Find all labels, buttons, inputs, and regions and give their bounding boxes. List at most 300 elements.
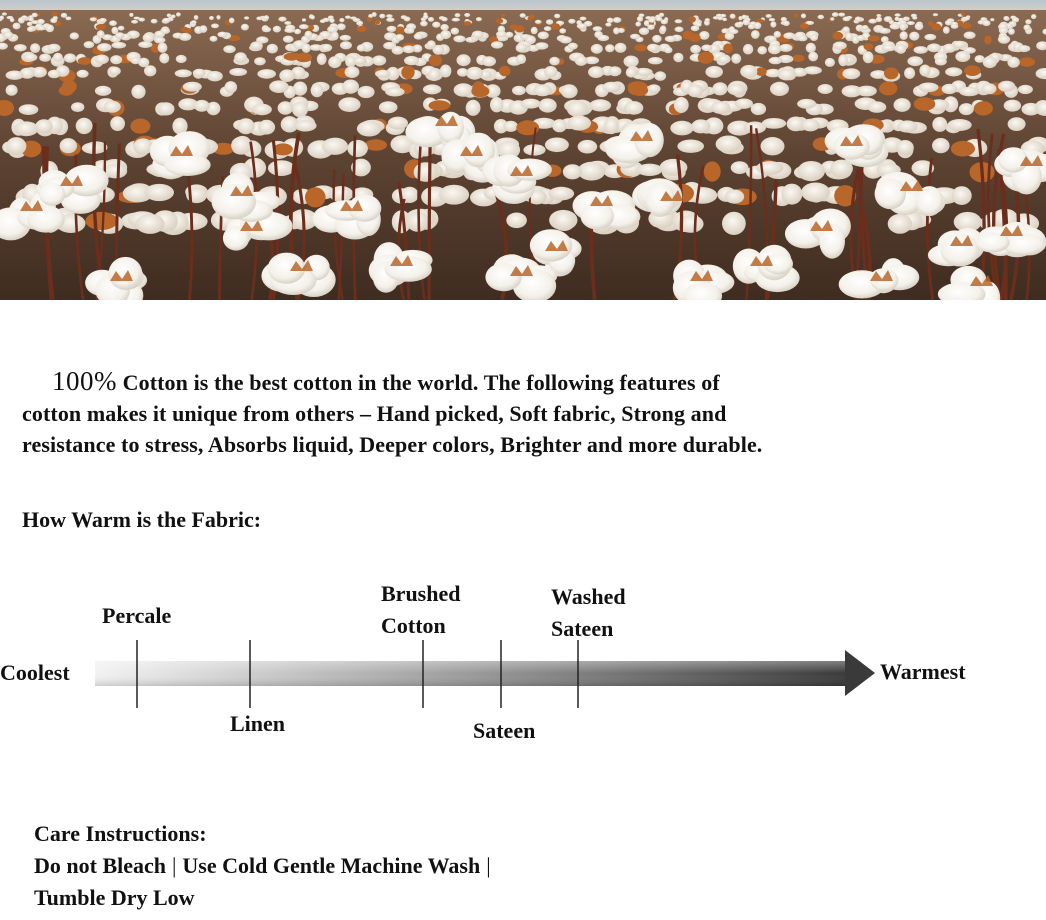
cotton-boll bbox=[751, 103, 766, 115]
cotton-boll bbox=[660, 159, 688, 176]
cotton-boll bbox=[237, 118, 254, 134]
fabric-name-line1: Sateen bbox=[473, 718, 536, 743]
cotton-boll bbox=[440, 30, 451, 39]
cotton-boll bbox=[154, 37, 165, 43]
cotton-boll bbox=[267, 44, 278, 54]
cotton-boll bbox=[868, 101, 887, 112]
cotton-boll bbox=[756, 67, 767, 76]
cotton-boll bbox=[806, 43, 816, 53]
cotton-boll bbox=[27, 27, 34, 32]
cotton-boll bbox=[96, 24, 107, 30]
care-instructions bbox=[34, 818, 497, 914]
cotton-boll bbox=[568, 19, 575, 24]
cotton-boll bbox=[338, 97, 360, 112]
cotton-boll bbox=[18, 17, 25, 23]
cotton-boll bbox=[909, 32, 919, 41]
cotton-boll bbox=[158, 102, 175, 115]
cotton-boll bbox=[99, 18, 107, 23]
cotton-boll bbox=[225, 81, 238, 93]
cotton-boll bbox=[404, 56, 419, 65]
cotton-boll bbox=[299, 24, 309, 29]
cotton-boll bbox=[138, 41, 152, 48]
cotton-boll bbox=[731, 161, 749, 174]
cotton-boll bbox=[648, 57, 663, 64]
cotton-boll bbox=[722, 212, 746, 235]
cotton-boll bbox=[97, 43, 111, 51]
cotton-boll bbox=[39, 54, 51, 62]
cotton-boll bbox=[1007, 57, 1019, 68]
cotton-boll bbox=[375, 20, 380, 25]
cotton-boll bbox=[65, 17, 71, 21]
cotton-boll bbox=[528, 16, 533, 21]
cotton-boll bbox=[545, 138, 569, 153]
cotton-boll bbox=[798, 36, 808, 42]
cotton-boll bbox=[915, 23, 924, 30]
cotton-boll bbox=[428, 17, 434, 22]
cotton-boll bbox=[183, 82, 202, 92]
cotton-boll bbox=[907, 56, 923, 66]
cotton-boll bbox=[704, 161, 721, 181]
cotton-boll bbox=[263, 27, 272, 32]
cotton-boll bbox=[808, 52, 818, 62]
cotton-boll bbox=[687, 84, 703, 97]
cotton-boll bbox=[918, 83, 938, 93]
fabric-name-line1: Washed bbox=[551, 584, 626, 609]
cotton-boll bbox=[635, 22, 641, 27]
cotton-boll bbox=[78, 57, 92, 65]
cotton-boll bbox=[95, 86, 111, 96]
fabric-name-line2: Cotton bbox=[381, 613, 446, 638]
cotton-boll bbox=[387, 26, 397, 32]
cotton-boll bbox=[317, 53, 327, 65]
cotton-boll bbox=[578, 140, 598, 154]
cotton-boll bbox=[311, 84, 324, 98]
cotton-boll bbox=[6, 85, 18, 96]
cotton-boll bbox=[268, 160, 295, 176]
cotton-boll bbox=[48, 70, 61, 79]
cotton-boll bbox=[273, 26, 281, 33]
cotton-boll bbox=[136, 214, 165, 234]
cotton-boll bbox=[454, 83, 474, 97]
cotton-boll bbox=[284, 53, 300, 61]
cotton-boll bbox=[6, 137, 26, 155]
cotton-boll bbox=[561, 84, 578, 98]
cotton-boll bbox=[145, 184, 174, 201]
cotton-boll bbox=[1008, 117, 1026, 131]
cotton-boll bbox=[768, 44, 781, 54]
cotton-boll bbox=[1018, 85, 1033, 94]
cotton-boll bbox=[342, 80, 359, 94]
cotton-boll bbox=[211, 24, 219, 29]
cotton-boll bbox=[722, 18, 727, 21]
cotton-boll bbox=[943, 26, 950, 33]
cotton-boll bbox=[244, 16, 249, 19]
cotton-boll bbox=[770, 21, 776, 27]
cotton-boll bbox=[159, 53, 169, 64]
cotton-boll bbox=[533, 84, 552, 96]
cotton-boll bbox=[131, 20, 138, 24]
cotton-boll bbox=[77, 70, 89, 78]
cotton-boll bbox=[109, 257, 143, 290]
cotton-boll bbox=[845, 32, 853, 41]
cotton-boll bbox=[84, 41, 95, 48]
cotton-boll bbox=[95, 55, 109, 65]
cotton-boll bbox=[175, 69, 192, 77]
cotton-boll bbox=[589, 99, 611, 111]
cotton-boll bbox=[535, 42, 548, 49]
cotton-boll bbox=[109, 67, 121, 76]
cotton-boll bbox=[677, 140, 704, 153]
cotton-boll bbox=[983, 56, 997, 68]
cotton-boll bbox=[439, 185, 469, 205]
cotton-boll bbox=[457, 68, 468, 77]
cotton-boll bbox=[340, 35, 351, 41]
cotton-boll bbox=[890, 24, 901, 30]
cotton-boll bbox=[60, 138, 77, 153]
intro-line-1: 100% Cotton is the best cotton in the world. The following features of bbox=[52, 366, 720, 396]
cotton-boll bbox=[613, 17, 622, 23]
fabric-label bbox=[551, 581, 626, 645]
cotton-boll bbox=[730, 14, 736, 19]
cotton-boll bbox=[179, 33, 191, 41]
cotton-boll bbox=[423, 15, 428, 19]
cotton-boll bbox=[984, 36, 992, 45]
cotton-boll bbox=[85, 212, 117, 230]
care-separator: | bbox=[172, 853, 177, 878]
cotton-boll bbox=[648, 18, 655, 23]
cotton-boll bbox=[712, 82, 727, 95]
cotton-boll bbox=[998, 147, 1028, 172]
cotton-boll bbox=[656, 17, 663, 21]
cotton-boll bbox=[420, 21, 428, 27]
care-item-no-bleach: Do not Bleach bbox=[34, 853, 166, 878]
cotton-boll bbox=[90, 17, 97, 21]
cotton-boll bbox=[690, 45, 701, 54]
cotton-boll bbox=[818, 84, 833, 94]
cotton-boll bbox=[379, 101, 398, 113]
cotton-boll bbox=[794, 14, 798, 17]
cotton-boll bbox=[955, 51, 970, 62]
cotton-boll bbox=[884, 67, 898, 79]
cotton-boll bbox=[510, 24, 520, 30]
cotton-boll bbox=[199, 25, 207, 33]
cotton-boll bbox=[546, 19, 553, 24]
cotton-boll bbox=[983, 20, 991, 26]
fabric-name-line1: Percale bbox=[102, 603, 172, 628]
cotton-boll bbox=[1031, 14, 1036, 19]
cotton-boll bbox=[637, 16, 643, 22]
fabric-label bbox=[473, 715, 535, 747]
cotton-boll bbox=[964, 65, 981, 76]
cotton-boll bbox=[331, 32, 338, 41]
cotton-boll bbox=[516, 54, 526, 64]
cotton-boll bbox=[294, 120, 316, 131]
fabric-name-line2: Sateen bbox=[551, 616, 614, 641]
cotton-boll bbox=[665, 36, 677, 42]
cotton-boll bbox=[250, 41, 263, 50]
cotton-boll bbox=[838, 54, 848, 66]
cotton-boll bbox=[476, 17, 482, 21]
cotton-boll bbox=[717, 55, 731, 64]
cotton-boll bbox=[691, 119, 710, 133]
cotton-boll bbox=[833, 32, 844, 40]
cotton-boll bbox=[720, 14, 726, 18]
arrow-head bbox=[845, 650, 875, 696]
cotton-boll bbox=[28, 17, 34, 21]
cotton-boll bbox=[354, 57, 366, 64]
cotton-boll bbox=[97, 30, 105, 38]
cotton-boll bbox=[864, 43, 874, 50]
cotton-boll bbox=[833, 42, 847, 50]
cotton-boll bbox=[577, 23, 587, 29]
cotton-boll bbox=[797, 161, 825, 181]
cotton-boll bbox=[660, 25, 667, 33]
cotton-boll bbox=[143, 33, 155, 42]
cotton-boll bbox=[321, 44, 332, 52]
cotton-boll bbox=[216, 15, 220, 20]
cotton-boll bbox=[563, 164, 582, 179]
cotton-boll bbox=[181, 27, 189, 32]
cotton-boll bbox=[896, 140, 913, 155]
cotton-boll bbox=[207, 71, 223, 81]
cotton-boll bbox=[112, 42, 127, 49]
cotton-boll bbox=[636, 164, 662, 176]
cotton-boll bbox=[209, 16, 214, 20]
warmth-title: How Warm is the Fabric: bbox=[22, 507, 262, 532]
cotton-boll bbox=[176, 55, 187, 63]
cotton-field-image bbox=[0, 0, 1046, 300]
cotton-boll bbox=[654, 71, 666, 81]
cotton-boll bbox=[743, 44, 753, 55]
cotton-boll bbox=[47, 44, 60, 52]
cotton-boll bbox=[110, 116, 125, 131]
cotton-boll bbox=[151, 19, 158, 24]
cotton-boll bbox=[875, 178, 906, 209]
cotton-boll bbox=[998, 35, 1010, 44]
cotton-boll bbox=[723, 43, 733, 53]
cotton-boll bbox=[952, 186, 972, 205]
cotton-boll bbox=[531, 27, 538, 35]
cotton-boll bbox=[567, 101, 588, 117]
cotton-boll bbox=[689, 16, 696, 22]
cotton-boll bbox=[800, 23, 809, 29]
cotton-boll bbox=[37, 19, 45, 24]
fabric-name-line1: Linen bbox=[230, 711, 286, 736]
cotton-boll bbox=[472, 31, 484, 39]
cotton-boll bbox=[757, 46, 767, 54]
cotton-boll bbox=[580, 17, 587, 21]
cotton-boll bbox=[948, 119, 972, 131]
cotton-boll bbox=[357, 121, 381, 137]
cotton-boll bbox=[778, 69, 796, 81]
cotton-boll bbox=[13, 23, 21, 30]
cotton-boll bbox=[464, 21, 472, 26]
cotton-boll bbox=[881, 45, 896, 52]
cotton-boll bbox=[825, 58, 835, 67]
cotton-boll bbox=[30, 43, 40, 53]
cotton-boll bbox=[879, 81, 897, 95]
cotton-boll bbox=[933, 13, 938, 16]
cotton-boll bbox=[779, 44, 792, 52]
cotton-boll bbox=[751, 30, 760, 39]
cotton-boll bbox=[466, 100, 481, 116]
cotton-boll bbox=[664, 47, 673, 54]
cotton-boll bbox=[673, 53, 683, 62]
cotton-boll bbox=[176, 12, 181, 16]
cotton-boll bbox=[414, 33, 424, 39]
cotton-boll bbox=[716, 136, 742, 153]
cotton-boll bbox=[554, 14, 560, 19]
cotton-boll bbox=[294, 29, 301, 34]
cotton-boll bbox=[53, 53, 63, 62]
cotton-boll bbox=[365, 139, 387, 150]
cotton-boll bbox=[1004, 100, 1021, 112]
cotton-boll bbox=[675, 27, 684, 33]
cotton-boll bbox=[618, 28, 625, 33]
cotton-boll bbox=[158, 43, 168, 53]
cotton-boll bbox=[392, 46, 404, 55]
cotton-boll bbox=[490, 97, 503, 112]
intro-paragraph bbox=[22, 366, 1032, 460]
cotton-boll bbox=[964, 32, 976, 39]
cotton-boll bbox=[109, 20, 117, 26]
cotton-boll bbox=[491, 41, 503, 48]
cotton-boll bbox=[544, 26, 552, 31]
cotton-boll bbox=[879, 28, 890, 34]
cotton-boll bbox=[560, 36, 572, 43]
cotton-boll bbox=[516, 43, 527, 52]
cotton-boll bbox=[559, 28, 566, 33]
cotton-boll bbox=[962, 23, 972, 29]
cotton-boll bbox=[608, 66, 621, 76]
cotton-boll bbox=[941, 234, 980, 267]
cotton-boll bbox=[761, 137, 785, 155]
cotton-boll bbox=[1019, 57, 1035, 66]
cotton-boll bbox=[414, 162, 439, 182]
cotton-boll bbox=[838, 13, 845, 17]
cotton-boll bbox=[10, 18, 15, 22]
cotton-boll bbox=[935, 58, 947, 66]
cotton-boll bbox=[842, 68, 860, 79]
cotton-boll bbox=[591, 44, 603, 54]
cotton-boll bbox=[748, 24, 755, 29]
cotton-boll bbox=[857, 35, 866, 41]
cotton-boll bbox=[544, 66, 557, 78]
cotton-boll bbox=[167, 14, 171, 18]
cotton-boll bbox=[870, 70, 886, 79]
cotton-boll bbox=[705, 66, 723, 78]
cotton-boll bbox=[164, 154, 211, 176]
cotton-boll bbox=[302, 43, 311, 53]
cotton-boll bbox=[154, 31, 165, 38]
cotton-boll bbox=[278, 17, 286, 22]
cotton-boll bbox=[506, 213, 527, 229]
cotton-boll bbox=[23, 53, 37, 61]
cotton-boll bbox=[781, 184, 802, 205]
cotton-boll bbox=[868, 35, 880, 41]
cotton-boll bbox=[628, 82, 644, 96]
cotton-boll bbox=[440, 65, 452, 78]
warmest-label: Warmest bbox=[880, 659, 966, 684]
cotton-boll bbox=[193, 69, 206, 77]
cotton-boll bbox=[499, 66, 511, 77]
cotton-boll bbox=[626, 67, 637, 77]
cotton-boll bbox=[37, 26, 46, 31]
cotton-boll bbox=[264, 15, 270, 20]
cotton-boll bbox=[1024, 25, 1031, 31]
cotton-boll bbox=[340, 41, 352, 49]
cotton-boll bbox=[895, 17, 900, 21]
cotton-boll bbox=[144, 65, 156, 76]
cotton-boll bbox=[919, 65, 930, 77]
cotton-boll bbox=[959, 103, 974, 115]
cotton-boll bbox=[258, 120, 275, 135]
cotton-boll bbox=[283, 36, 294, 43]
cotton-boll bbox=[223, 45, 235, 53]
cotton-boll bbox=[856, 86, 876, 97]
intro-lead-percent: 100% bbox=[52, 366, 117, 396]
care-line-1 bbox=[34, 850, 497, 882]
fabric-name-line1: Brushed bbox=[381, 581, 461, 606]
cotton-boll bbox=[951, 141, 975, 157]
cotton-boll bbox=[39, 183, 65, 206]
cotton-boll bbox=[427, 40, 436, 49]
cotton-boll bbox=[59, 86, 74, 96]
cotton-boll bbox=[345, 16, 351, 19]
cotton-boll bbox=[735, 99, 753, 109]
cotton-boll bbox=[229, 18, 235, 24]
cotton-boll bbox=[770, 82, 789, 96]
cotton-boll bbox=[981, 83, 996, 94]
cotton-boll bbox=[339, 18, 344, 22]
cotton-boll bbox=[407, 28, 414, 34]
cotton-boll bbox=[76, 118, 93, 134]
cotton-boll bbox=[896, 44, 907, 54]
cotton-boll bbox=[634, 44, 647, 51]
cotton-boll bbox=[639, 28, 649, 35]
care-item-cold-wash: Use Cold Gentle Machine Wash bbox=[182, 853, 481, 878]
cotton-boll bbox=[358, 86, 375, 98]
cotton-boll bbox=[998, 81, 1015, 92]
cotton-boll bbox=[130, 119, 150, 134]
cotton-boll bbox=[375, 70, 391, 78]
cotton-boll bbox=[701, 45, 712, 52]
cotton-boll bbox=[652, 35, 661, 43]
cotton-boll bbox=[862, 25, 869, 30]
cotton-boll bbox=[604, 117, 619, 134]
cotton-boll bbox=[320, 19, 326, 23]
cotton-boll bbox=[740, 65, 757, 78]
cotton-boll bbox=[605, 44, 614, 52]
cotton-boll bbox=[322, 138, 348, 155]
cotton-boll bbox=[691, 25, 700, 31]
cotton-boll bbox=[818, 15, 825, 19]
cotton-boll bbox=[257, 69, 276, 79]
cotton-boll bbox=[396, 26, 405, 34]
cotton-boll bbox=[131, 85, 145, 99]
cotton-boll bbox=[115, 32, 124, 39]
cotton-boll bbox=[252, 104, 272, 115]
cotton-boll bbox=[129, 13, 133, 17]
cotton-boll bbox=[568, 43, 578, 50]
cotton-boll bbox=[588, 66, 604, 78]
cotton-boll bbox=[738, 22, 743, 26]
cotton-boll bbox=[598, 35, 610, 41]
cotton-boll bbox=[552, 119, 567, 132]
cotton-boll bbox=[254, 57, 266, 65]
cotton-boll bbox=[674, 97, 689, 113]
cotton-boll bbox=[32, 13, 38, 18]
